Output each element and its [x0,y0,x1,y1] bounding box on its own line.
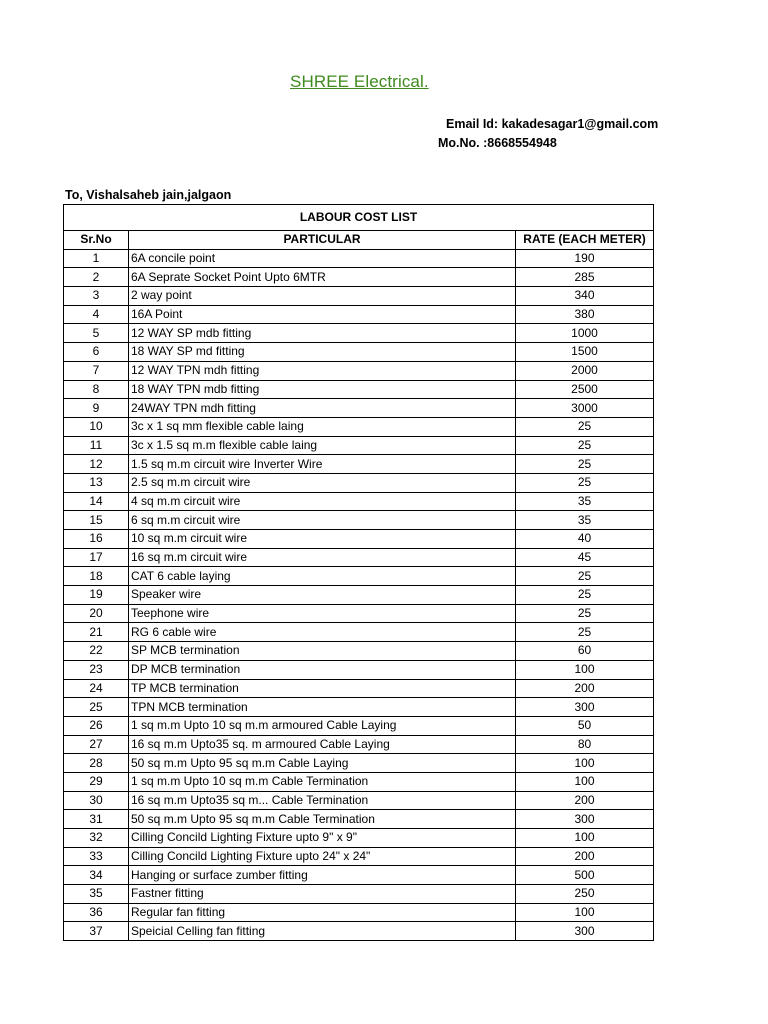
row-rate: 190 [516,249,654,268]
row-rate: 3000 [516,399,654,418]
table-row [64,305,654,324]
row-rate: 2000 [516,361,654,380]
row-rate: 100 [516,660,654,679]
row-srno: 28 [64,754,129,773]
table-row [64,754,654,773]
table-row [64,847,654,866]
row-particular: 12 WAY TPN mdh fitting [129,361,516,380]
table-row [64,417,654,436]
row-srno: 13 [64,473,129,492]
row-particular: 18 WAY SP md fitting [129,343,516,362]
row-particular: 12 WAY SP mdb fitting [129,324,516,343]
table-row [64,492,654,511]
row-particular: CAT 6 cable laying [129,567,516,586]
row-rate: 60 [516,642,654,661]
row-srno: 10 [64,417,129,436]
row-rate: 100 [516,772,654,791]
row-particular: 16 sq m.m circuit wire [129,548,516,567]
row-particular: 3c x 1.5 sq m.m flexible cable laing [129,436,516,455]
table-row [64,679,654,698]
row-rate: 25 [516,567,654,586]
row-srno: 27 [64,735,129,754]
row-srno: 3 [64,287,129,306]
row-particular: Fastner fitting [129,885,516,904]
row-rate: 25 [516,436,654,455]
table-row [64,810,654,829]
row-particular: 3c x 1 sq mm flexible cable laing [129,417,516,436]
row-particular: TP MCB termination [129,679,516,698]
table-caption: LABOUR COST LIST [64,205,654,231]
email-id: Email Id: kakadesagar1@gmail.com [446,117,659,131]
row-rate: 300 [516,810,654,829]
row-particular: 6 sq m.m circuit wire [129,511,516,530]
row-srno: 8 [64,380,129,399]
row-rate: 500 [516,866,654,885]
table-row [64,829,654,848]
table-header-row [64,231,654,250]
row-particular: 16 sq m.m Upto35 sq m... Cable Termination [129,791,516,810]
row-rate: 200 [516,791,654,810]
table-row [64,455,654,474]
row-rate: 1000 [516,324,654,343]
row-rate: 40 [516,530,654,549]
column-header-rate: RATE (EACH METER) [516,231,654,250]
row-rate: 35 [516,511,654,530]
row-srno: 6 [64,343,129,362]
row-particular: Hanging or surface zumber fitting [129,866,516,885]
row-particular: Cilling Concild Lighting Fixture upto 9" x 9" [129,829,516,848]
table-row [64,604,654,623]
table-row [64,324,654,343]
row-rate: 100 [516,903,654,922]
row-srno: 34 [64,866,129,885]
row-particular: 16A Point [129,305,516,324]
table-row [64,399,654,418]
row-particular: DP MCB termination [129,660,516,679]
row-rate: 100 [516,829,654,848]
row-srno: 14 [64,492,129,511]
row-srno: 11 [64,436,129,455]
row-srno: 36 [64,903,129,922]
row-srno: 24 [64,679,129,698]
table-row [64,586,654,605]
row-rate: 300 [516,698,654,717]
row-srno: 17 [64,548,129,567]
row-srno: 33 [64,847,129,866]
row-rate: 25 [516,455,654,474]
row-rate: 200 [516,679,654,698]
row-srno: 9 [64,399,129,418]
row-rate: 25 [516,623,654,642]
row-srno: 19 [64,586,129,605]
table-row [64,343,654,362]
company-title: SHREE Electrical. [290,72,429,91]
row-particular: 10 sq m.m circuit wire [129,530,516,549]
row-rate: 25 [516,473,654,492]
row-particular: 1 sq m.m Upto 10 sq m.m armoured Cable Laying [129,716,516,735]
row-srno: 2 [64,268,129,287]
row-srno: 16 [64,530,129,549]
row-srno: 20 [64,604,129,623]
table-row [64,791,654,810]
row-rate: 25 [516,417,654,436]
column-header-particular: PARTICULAR [129,231,516,250]
row-srno: 15 [64,511,129,530]
table-row [64,548,654,567]
row-srno: 21 [64,623,129,642]
row-srno: 18 [64,567,129,586]
table-caption-row [64,205,654,231]
table-row [64,866,654,885]
table-row [64,511,654,530]
mobile-number: Mo.No. :8668554948 [438,136,557,150]
table-row [64,249,654,268]
table-row [64,530,654,549]
row-srno: 30 [64,791,129,810]
row-rate: 2500 [516,380,654,399]
row-rate: 45 [516,548,654,567]
table-row [64,772,654,791]
row-particular: 18 WAY TPN mdb fitting [129,380,516,399]
row-srno: 12 [64,455,129,474]
row-particular: RG 6 cable wire [129,623,516,642]
row-srno: 22 [64,642,129,661]
row-srno: 35 [64,885,129,904]
row-rate: 1500 [516,343,654,362]
row-particular: Cilling Concild Lighting Fixture upto 24" x 24" [129,847,516,866]
table-row [64,361,654,380]
row-particular: 1.5 sq m.m circuit wire Inverter Wire [129,455,516,474]
row-srno: 1 [64,249,129,268]
row-srno: 37 [64,922,129,941]
row-rate: 100 [516,754,654,773]
row-rate: 50 [516,716,654,735]
table-row [64,473,654,492]
row-rate: 25 [516,586,654,605]
table-row [64,436,654,455]
row-particular: 50 sq m.m Upto 95 sq m.m Cable Termination [129,810,516,829]
row-particular: 2 way point [129,287,516,306]
row-particular: SP MCB termination [129,642,516,661]
table-row [64,698,654,717]
row-particular: 6A Seprate Socket Point Upto 6MTR [129,268,516,287]
table-row [64,885,654,904]
labour-cost-table [63,204,654,941]
row-particular: 24WAY TPN mdh fitting [129,399,516,418]
recipient-line: To, Vishalsaheb jain,jalgaon [65,188,232,202]
row-particular: 50 sq m.m Upto 95 sq m.m Cable Laying [129,754,516,773]
row-srno: 29 [64,772,129,791]
table-row [64,380,654,399]
row-rate: 200 [516,847,654,866]
table-row [64,922,654,941]
row-particular: 1 sq m.m Upto 10 sq m.m Cable Termination [129,772,516,791]
table-row [64,735,654,754]
row-srno: 31 [64,810,129,829]
row-rate: 250 [516,885,654,904]
row-particular: 4 sq m.m circuit wire [129,492,516,511]
row-rate: 80 [516,735,654,754]
row-srno: 7 [64,361,129,380]
row-particular: Regular fan fitting [129,903,516,922]
row-srno: 32 [64,829,129,848]
table-row [64,660,654,679]
column-header-srno: Sr.No [64,231,129,250]
row-particular: 16 sq m.m Upto35 sq. m armoured Cable Laying [129,735,516,754]
row-particular: 6A concile point [129,249,516,268]
table-row [64,623,654,642]
row-srno: 25 [64,698,129,717]
table-row [64,716,654,735]
row-particular: Teephone wire [129,604,516,623]
row-rate: 380 [516,305,654,324]
row-rate: 300 [516,922,654,941]
row-rate: 285 [516,268,654,287]
row-srno: 26 [64,716,129,735]
table-row [64,287,654,306]
row-rate: 340 [516,287,654,306]
row-particular: Speicial Celling fan fitting [129,922,516,941]
row-srno: 23 [64,660,129,679]
row-srno: 4 [64,305,129,324]
row-srno: 5 [64,324,129,343]
row-particular: TPN MCB termination [129,698,516,717]
table-row [64,903,654,922]
table-row [64,567,654,586]
table-row [64,642,654,661]
row-particular: 2.5 sq m.m circuit wire [129,473,516,492]
row-rate: 25 [516,604,654,623]
row-rate: 35 [516,492,654,511]
row-particular: Speaker wire [129,586,516,605]
table-row [64,268,654,287]
